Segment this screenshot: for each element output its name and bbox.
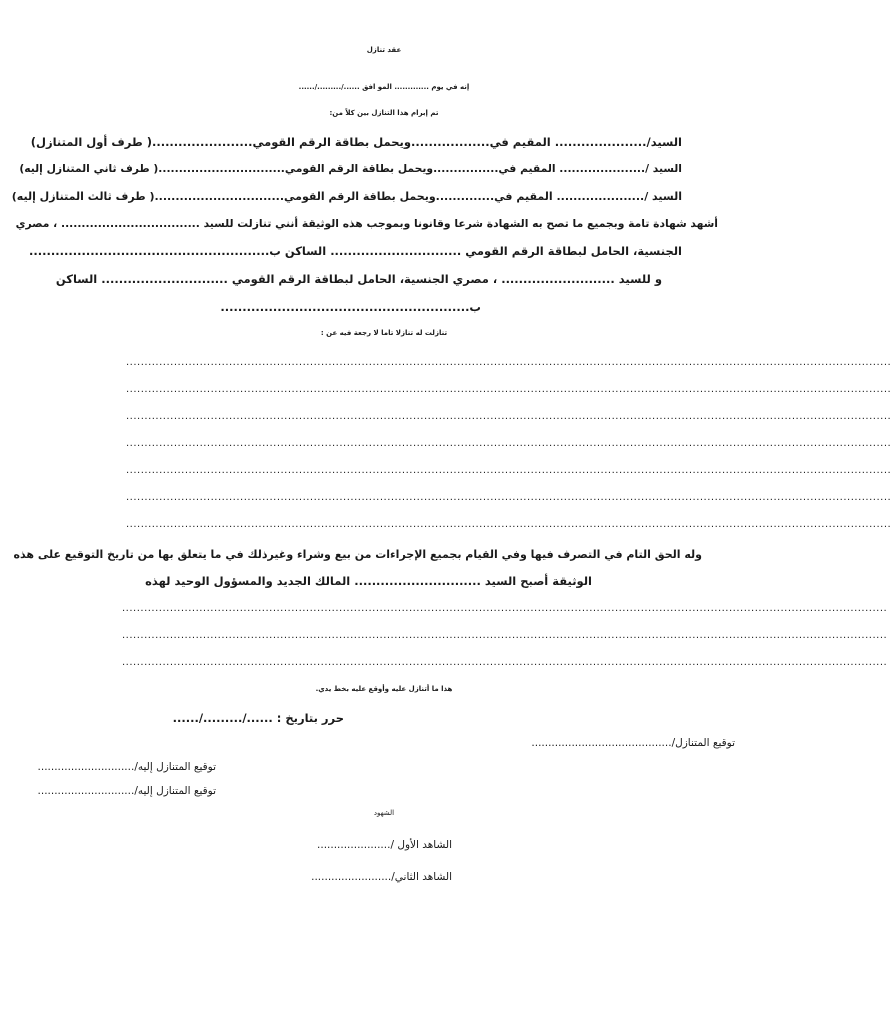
- signature-beneficiary-2: توقيع المتنازل إليه/.............................: [37, 785, 216, 797]
- blank-line: ................................................................................................................................................................................................................: [126, 357, 891, 368]
- witnesses-heading: الشهود: [373, 809, 395, 817]
- testimony-line-2: الجنسية، الحامل لبطاقة الرقم القومي .............................. الساكن ب.......................................................: [29, 244, 682, 258]
- signature-waiver: توقيع المتنازل/..........................................: [531, 737, 735, 749]
- blank-line: ................................................................................................................................................................................................................: [126, 492, 891, 503]
- waiver-heading: تنازلت له تنازلا تاما لا رجعة فيه عن :: [320, 329, 448, 337]
- blank-line: ................................................................................................................................................................................................................: [126, 465, 891, 476]
- blank-line: ................................................................................................................................................................................................................: [122, 657, 888, 668]
- party-third: السيد /..................... المقيم في..............ويحمل بطاقة الرقم القومي...............................( طرف ثالث المتنازل إليه): [11, 190, 682, 203]
- testimony-line-1: أشهد شهادة تامة وبجميع ما تصح به الشهادة شرعا وقانونا وبموجب هذه الوثيقة أنني تنازلت للسيد .................................. ، مصري: [15, 217, 718, 230]
- written-on-date: حرر بتاريخ : ....../........./......: [172, 711, 344, 725]
- witness-second: الشاهد الثاني/........................: [311, 871, 452, 883]
- date-line: إنه في يوم ............. المو افق ....../........./......: [298, 83, 470, 91]
- witness-first: الشاهد الأول /......................: [317, 839, 452, 851]
- rights-line-1: وله الحق التام في التصرف فيها وفي القيام بجميع الإجراءات من بيع وشراء وغيرذلك في ما يتعلق بها من تاريخ التوقيع على هذه: [13, 548, 702, 561]
- declaration-line: هذا ما أتنازل عليه وأوقع عليه بخط يدي.: [315, 685, 453, 693]
- intro-line: تم إبرام هذا التنازل بين كلاً من:: [329, 109, 439, 117]
- rights-line-2: الوثيقة أصبح السيد ............................. المالك الجديد والمسؤول الوحيد لهذه: [145, 574, 592, 588]
- document-title: عقد تنازل: [366, 46, 402, 54]
- blank-line: ................................................................................................................................................................................................................: [122, 630, 888, 641]
- party-first: السيد/..................... المقيم في..................ويحمل بطاقة الرقم القومي.......................( طرف أول المتنازل): [30, 135, 682, 149]
- blank-line: ................................................................................................................................................................................................................: [126, 384, 891, 395]
- testimony-line-4: ب.........................................................: [220, 300, 481, 314]
- testimony-line-3: و للسيد .......................... ، مصري الجنسية، الحامل لبطاقة الرقم القومي ............................. الساكن: [55, 272, 662, 286]
- blank-line: ................................................................................................................................................................................................................: [126, 519, 891, 530]
- blank-line: ................................................................................................................................................................................................................: [126, 438, 891, 449]
- blank-line: ................................................................................................................................................................................................................: [126, 411, 891, 422]
- signature-beneficiary-1: توقيع المتنازل إليه/.............................: [37, 761, 216, 773]
- blank-line: ................................................................................................................................................................................................................: [122, 603, 888, 614]
- party-second: السيد /..................... المقيم في................ويحمل بطاقة الرقم القومي...............................( طرف ثاني المتنازل إليه): [19, 162, 682, 175]
